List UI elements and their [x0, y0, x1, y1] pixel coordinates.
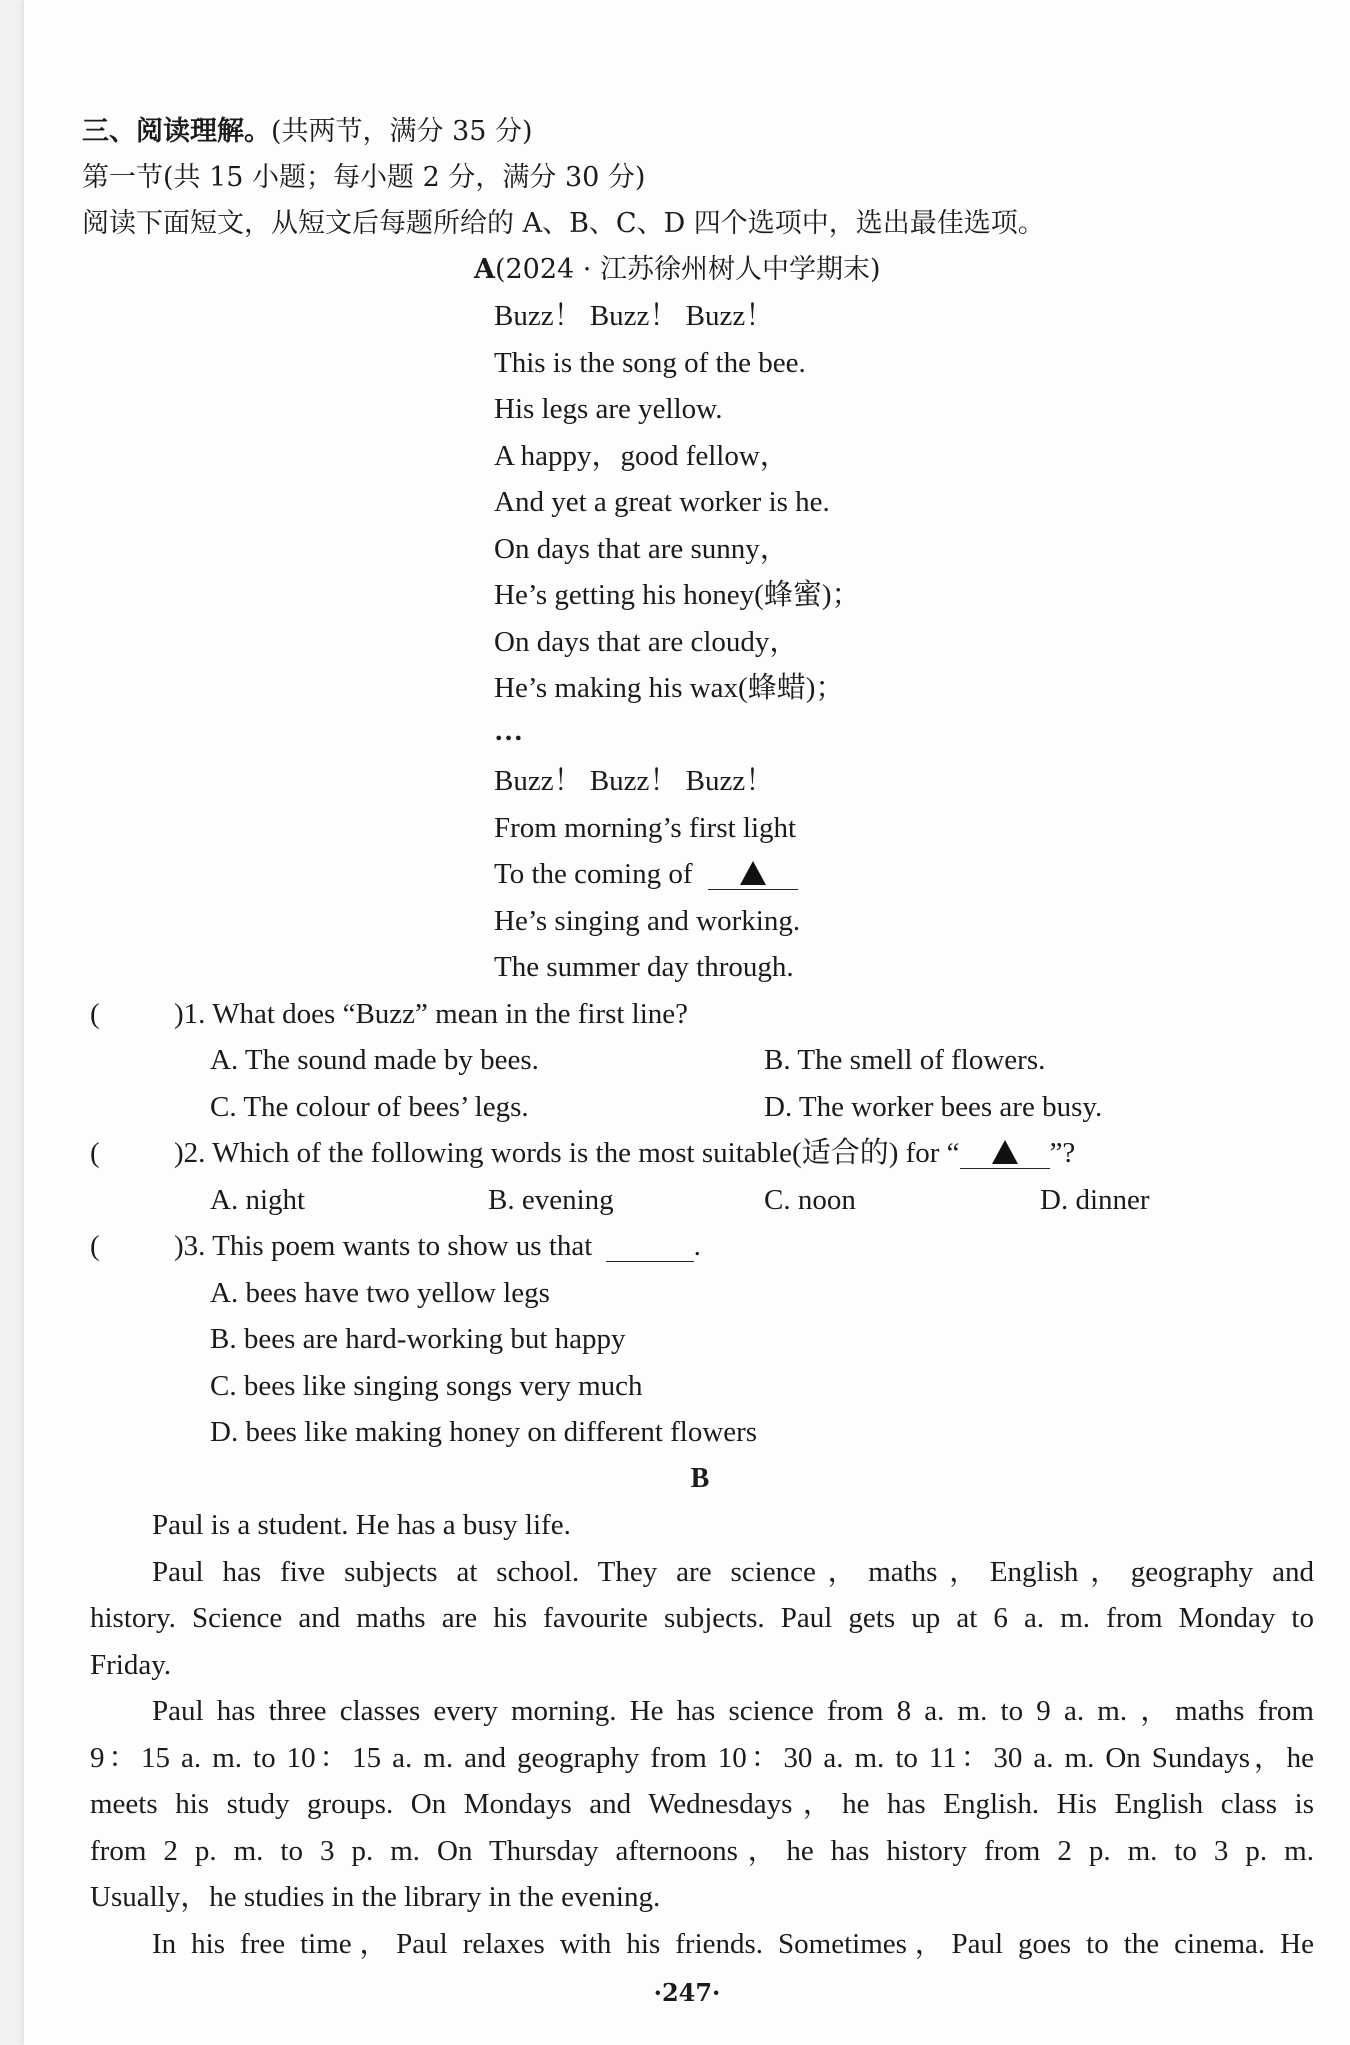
question-2 [90, 1135, 1075, 1171]
section-title-note: (共两节，满分 35 分) [271, 116, 533, 147]
q1-option-b[interactable]: B. The smell of flowers. [764, 1044, 1046, 1076]
q3-option-d[interactable]: D. bees like making honey on different flowers [210, 1416, 758, 1448]
passage-b-line: Paul is a student. He has a busy life. [152, 1509, 571, 1541]
poem-line: Buzz！ Buzz！ Buzz！ [494, 765, 775, 797]
poem-line: He’s singing and working. [494, 905, 801, 937]
passage-b-line: from 2 p. m. to 3 p. m. On Thursday afternoons，he has history from 2 p. m. to 3 p. m. [90, 1835, 1314, 1867]
answer-paren[interactable]: ( [90, 998, 100, 1030]
passage-b-line: Usually，he studies in the library in the evening. [90, 1881, 661, 1913]
q2-option-a[interactable]: A. night [210, 1184, 306, 1216]
passage-a-heading [474, 252, 880, 288]
answer-paren[interactable]: ( [90, 1230, 100, 1262]
section-heading [82, 114, 533, 150]
q1-option-c[interactable]: C. The colour of bees’ legs. [210, 1091, 529, 1123]
passage-a-label: A [474, 254, 495, 285]
worksheet-page [24, 0, 1350, 2045]
q2-option-b[interactable]: B. evening [488, 1184, 614, 1216]
passage-b-label: B [690, 1463, 710, 1494]
poem-line-text: To the coming of [494, 858, 693, 890]
section-title: 三、阅读理解。 [82, 116, 271, 147]
passage-b-line: history. Science and maths are his favourite subjects. Paul gets up at 6 a. m. from Monday to [90, 1602, 1314, 1634]
poem-line: He’s getting his honey(蜂蜜)； [494, 579, 861, 611]
q2-option-d[interactable]: D. dinner [1040, 1184, 1150, 1216]
passage-b-line: Paul has three classes every morning. He has science from 8 a. m. to 9 a. m. ，maths from [152, 1695, 1314, 1727]
triangle-icon [992, 1140, 1018, 1164]
passage-a-source: (2024 · 江苏徐州树人中学期末) [494, 254, 881, 285]
poem-line: This is the song of the bee. [494, 347, 806, 379]
q3-option-c[interactable]: C. bees like singing songs very much [210, 1370, 643, 1402]
poem-line: The summer day through. [494, 951, 794, 983]
triangle-icon [740, 861, 766, 885]
question-3-stem: )3. This poem wants to show us that [174, 1230, 593, 1262]
answer-blank[interactable] [960, 1138, 1050, 1169]
poem-line: His legs are yellow. [494, 393, 723, 425]
answer-paren[interactable]: ( [90, 1137, 100, 1169]
q1-option-a[interactable]: A. The sound made by bees. [210, 1044, 539, 1076]
question-2-stem-end: ”? [1049, 1137, 1076, 1169]
instruction-text: 阅读下面短文，从短文后每题所给的 A、B、C、D 四个选项中，选出最佳选项。 [82, 208, 1045, 239]
poem-line: A happy，good fellow， [494, 440, 789, 472]
question-3 [90, 1228, 701, 1264]
poem-line: Buzz！ Buzz！ Buzz！ [494, 300, 775, 332]
q2-option-c[interactable]: C. noon [764, 1184, 856, 1216]
poem-line: From morning’s first light [494, 812, 797, 844]
question-1 [90, 996, 688, 1032]
question-3-stem-end: . [693, 1230, 701, 1262]
question-2-stem: )2. Which of the following words is the most suitable(适合的) for “ [174, 1137, 960, 1169]
page-number: ·247· [653, 1978, 721, 2007]
part-heading: 第一节(共 15 小题；每小题 2 分，满分 30 分) [82, 162, 646, 193]
poem-line-with-blank [494, 856, 798, 892]
passage-b-line: Paul has five subjects at school. They are science，maths，English，geography and [152, 1556, 1314, 1588]
q1-option-d[interactable]: D. The worker bees are busy. [764, 1091, 1103, 1123]
passage-b-line: Friday. [90, 1649, 172, 1681]
q3-option-b[interactable]: B. bees are hard-working but happy [210, 1323, 626, 1355]
q3-option-a[interactable]: A. bees have two yellow legs [210, 1277, 550, 1309]
passage-b-line: In his free time，Paul relaxes with his friends. Sometimes，Paul goes to the cinema. He [152, 1928, 1314, 1960]
passage-b-line: 9：15 a. m. to 10：15 a. m. and geography from 10：30 a. m. to 11：30 a. m. On Sundays，he [90, 1742, 1314, 1774]
poem-line: On days that are sunny， [494, 533, 789, 565]
question-1-stem: )1. What does “Buzz” mean in the first line? [174, 998, 689, 1030]
poem-line: He’s making his wax(蜂蜡)； [494, 672, 845, 704]
answer-blank[interactable] [708, 859, 798, 890]
poem-line: And yet a great worker is he. [494, 486, 830, 518]
poem-line: On days that are cloudy， [494, 626, 799, 658]
answer-blank[interactable] [606, 1231, 694, 1262]
poem-ellipsis: … [494, 715, 523, 747]
passage-b-line: meets his study groups. On Mondays and Wednesdays，he has English. His English class is [90, 1788, 1314, 1820]
